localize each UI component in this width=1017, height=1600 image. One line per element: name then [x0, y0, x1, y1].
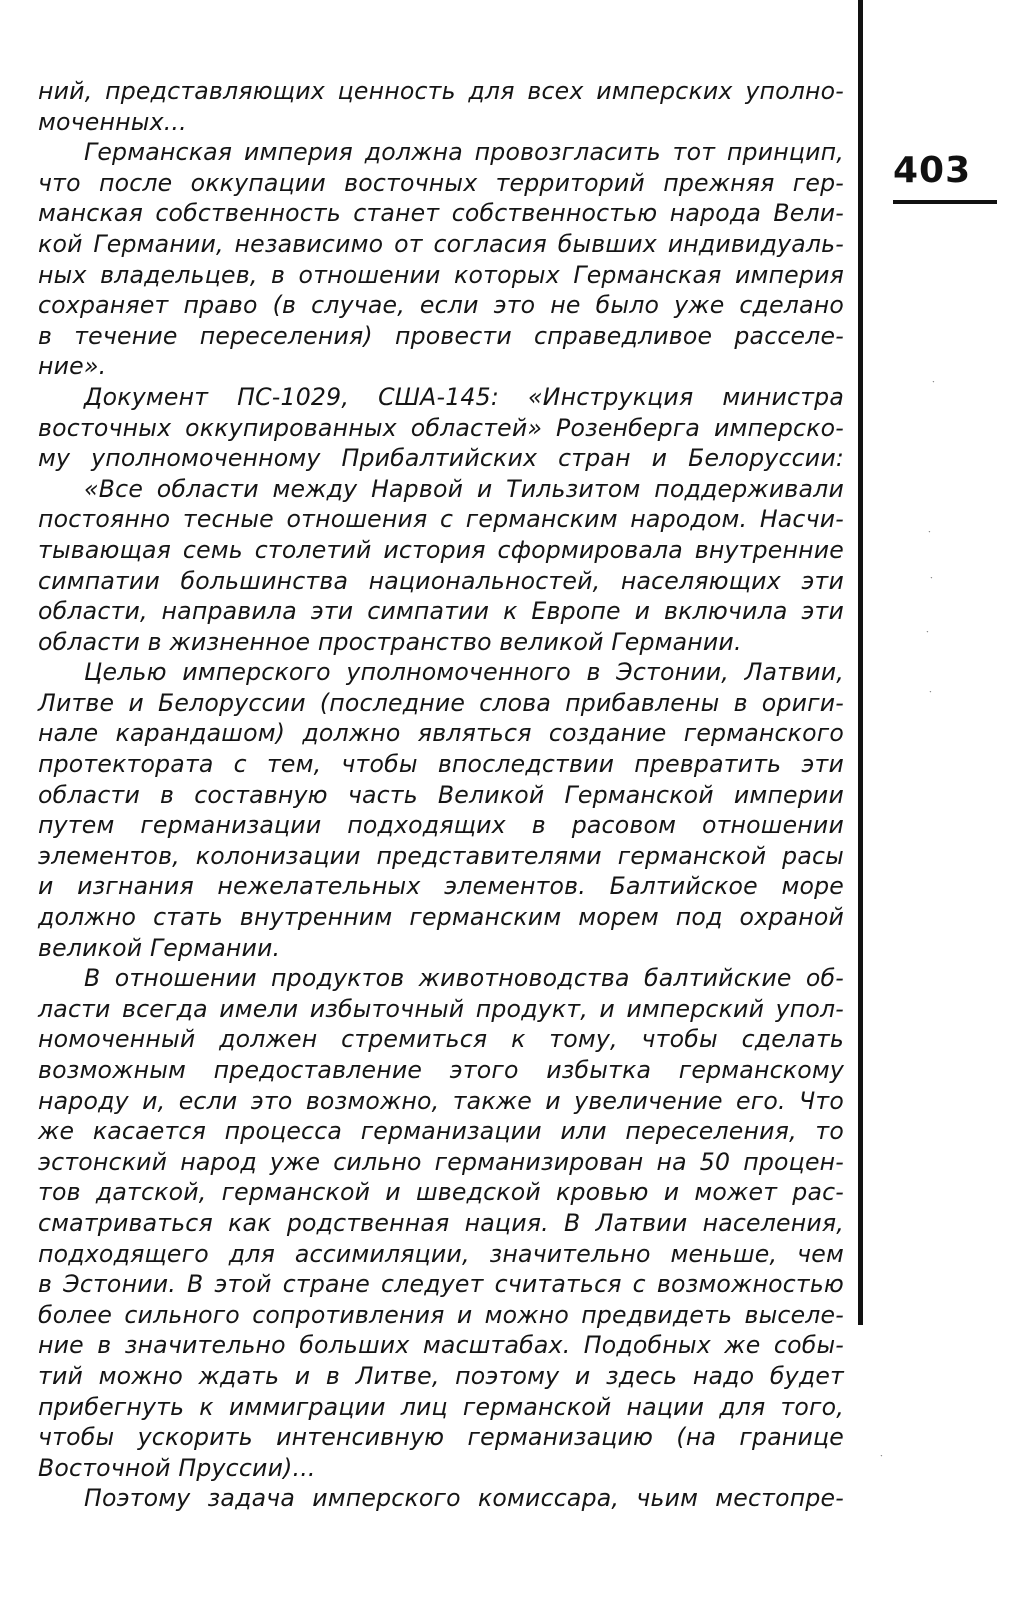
- page-number-underline: [893, 200, 997, 204]
- text-line: Германская империя должна провозгласить тот принцип,: [84, 138, 844, 167]
- text-line: области в жизненное пространство великой Германии.: [38, 627, 742, 656]
- text-line: симпатии большинства национальностей, населяющих эти: [38, 566, 844, 595]
- text-line: «Все области между Нарвой и Тильзитом поддерживали: [84, 474, 844, 503]
- text-line: прибегнуть к иммиграции лиц германской нации для того,: [38, 1392, 844, 1421]
- text-line: эстонский народ уже сильно германизирован на 50 процен-: [38, 1147, 844, 1176]
- text-line: ние в значительно больших масштабах. Подобных же собы-: [38, 1331, 844, 1360]
- scan-speck: ˑ: [932, 378, 936, 389]
- text-line: сохраняет право (в случае, если это не было уже сделано: [38, 291, 844, 320]
- scan-speck: ˑ: [930, 574, 934, 585]
- text-line: Документ ПС-1029, США-145: «Инструкция министра: [84, 382, 844, 411]
- text-line: моченных...: [38, 107, 187, 136]
- text-line: и изгнания нежелательных элементов. Балтийское море: [38, 872, 844, 901]
- text-line: народу и, если это возможно, также и увеличение его. Что: [38, 1086, 844, 1115]
- text-line: Восточной Пруссии)...: [38, 1453, 316, 1482]
- text-line: должно стать внутренним германским морем под охраной: [38, 903, 844, 932]
- text-line: великой Германии.: [38, 933, 281, 962]
- text-line: более сильного сопротивления и можно предвидеть выселе-: [38, 1300, 844, 1329]
- text-line: тывающая семь столетий история сформировала внутренние: [38, 535, 844, 564]
- text-line: тов датской, германской и шведской кровью и может рас-: [38, 1178, 844, 1207]
- text-line: ласти всегда имели избыточный продукт, и имперский упол-: [38, 994, 844, 1023]
- margin-vertical-rule: [858, 0, 863, 1325]
- text-line: что после оккупации восточных территорий прежняя гер-: [38, 168, 844, 197]
- text-line: ние».: [38, 352, 107, 381]
- text-line: Поэтому задача имперского комиссара, чьим местопре-: [84, 1484, 844, 1513]
- text-line: ний, представляющих ценность для всех имперских уполно-: [38, 77, 844, 105]
- text-line: Целью имперского уполномоченного в Эстонии, Латвии,: [84, 658, 844, 687]
- text-line: манская собственность станет собственностью народа Вели-: [38, 199, 844, 228]
- scan-speck: ˑ: [926, 628, 930, 639]
- text-line: подходящего для ассимиляции, значительно меньше, чем: [38, 1239, 844, 1268]
- scan-speck: ˑ: [929, 688, 933, 699]
- scan-speck: ˑ: [880, 1452, 884, 1463]
- text-line: нале карандашом) должно являться создание германского: [38, 719, 844, 748]
- text-line: номоченный должен стремиться к тому, чтобы сделать: [38, 1025, 844, 1054]
- text-line: му уполномоченному Прибалтийских стран и Белоруссии:: [38, 444, 844, 473]
- text-line: восточных оккупированных областей» Розенберга имперско-: [38, 413, 844, 442]
- text-line: тий можно ждать и в Литве, поэтому и здесь надо будет: [38, 1361, 844, 1390]
- text-line: в Эстонии. В этой стране следует считаться с возможностью: [38, 1270, 844, 1299]
- text-line: области в составную часть Великой Германской империи: [38, 780, 844, 809]
- text-line: возможным предоставление этого избытка германскому: [38, 1056, 844, 1084]
- scan-speck: ˑ: [928, 528, 932, 539]
- text-line: же касается процесса германизации или переселения, то: [38, 1117, 844, 1146]
- text-line: постоянно тесные отношения с германским народом. Насчи-: [38, 505, 844, 534]
- text-line: области, направила эти симпатии к Европе и включила эти: [38, 597, 844, 626]
- text-line: в течение переселения) провести справедливое расселе-: [38, 321, 844, 350]
- text-line: кой Германии, независимо от согласия бывших индивидуаль-: [38, 229, 844, 258]
- text-line: ных владельцев, в отношении которых Германская империя: [38, 260, 844, 289]
- text-line: Литве и Белоруссии (последние слова прибавлены в ориги-: [38, 688, 844, 717]
- text-line: В отношении продуктов животноводства балтийские об-: [84, 964, 844, 993]
- text-line: элементов, колонизации представителями германской расы: [38, 841, 844, 870]
- text-line: протектората с тем, чтобы впоследствии превратить эти: [38, 750, 844, 779]
- text-line: чтобы ускорить интенсивную германизацию (на границе: [38, 1423, 844, 1452]
- text-line: путем германизации подходящих в расовом отношении: [38, 811, 844, 840]
- body-text: [38, 76, 844, 1514]
- page-number: 403: [893, 150, 972, 191]
- text-line: сматриваться как родственная нация. В Латвии населения,: [38, 1208, 844, 1237]
